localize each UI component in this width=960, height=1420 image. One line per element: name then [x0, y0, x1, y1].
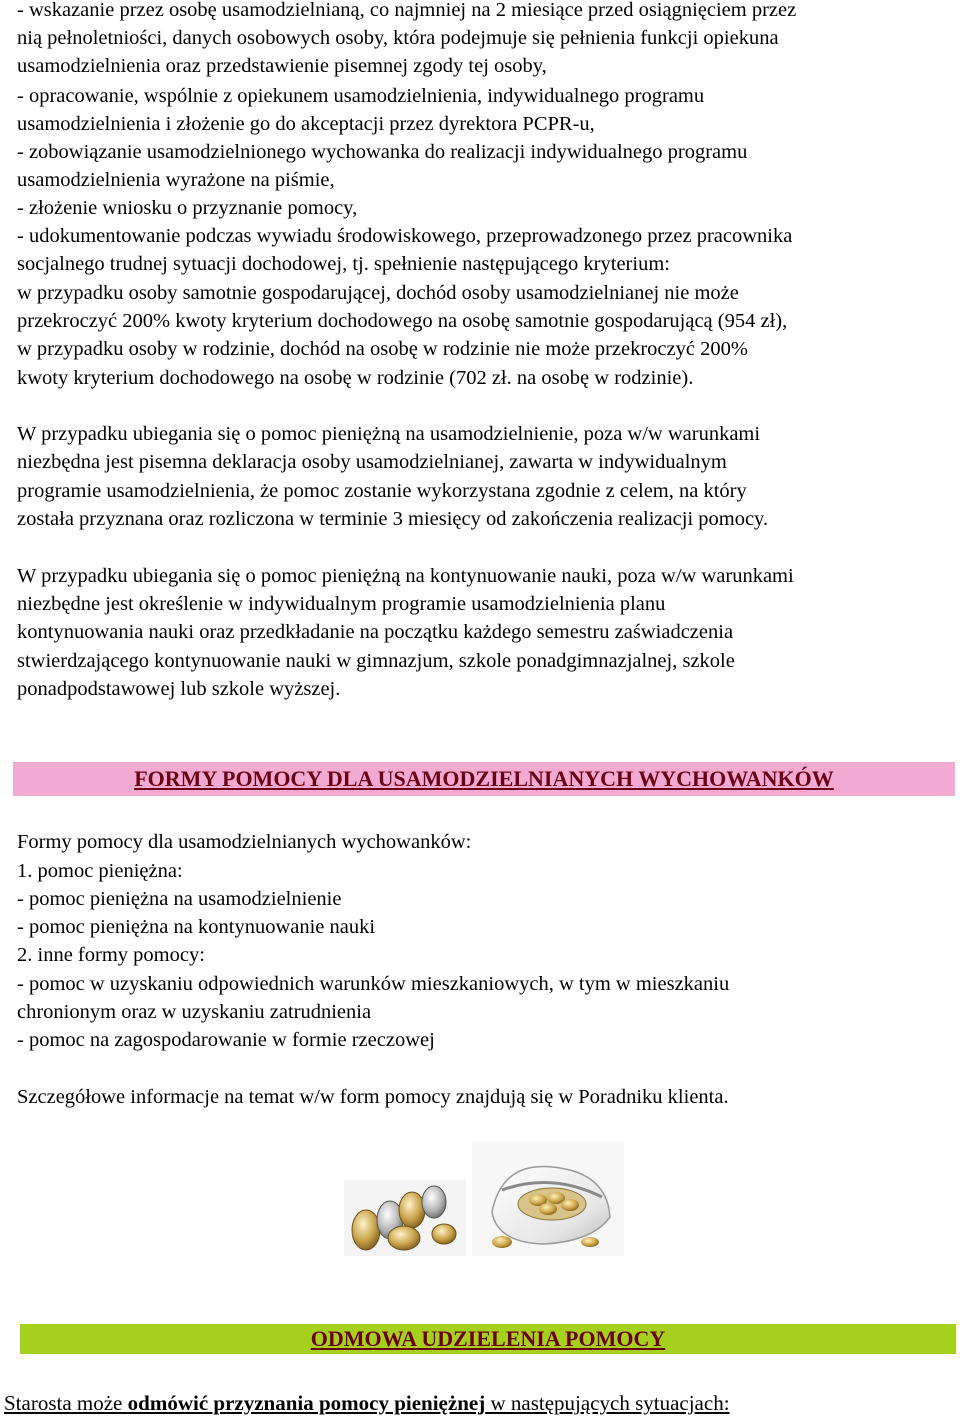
paragraph-line: W przypadku ubiegania się o pomoc pieniężną na kontynuowanie nauki, poza w/w warunkami	[17, 565, 794, 587]
refusal-intro-start: Starosta może	[4, 1391, 128, 1415]
purse-icon	[472, 1142, 624, 1256]
paragraph-line: stwierdzającego kontynuowanie nauki w gimnazjum, szkole ponadgimnazjalnej, szkole	[17, 650, 735, 672]
paragraph-line: kontynuowania nauki oraz przedkładanie na początku każdego semestru zaświadczenia	[17, 621, 734, 643]
conditions-line: w przypadku osoby w rodzinie, dochód na osobę w rodzinie nie może przekroczyć 200%	[17, 338, 748, 360]
conditions-line: usamodzielnienia i złożenie go do akceptacji przez dyrektora PCPR-u,	[17, 113, 595, 135]
coins-photo	[344, 1180, 466, 1256]
forms-line: 1. pomoc pieniężna:	[17, 860, 183, 882]
conditions-line: - zobowiązanie usamodzielnionego wychowanka do realizacji indywidualnego programu	[17, 141, 748, 163]
paragraph-line: ponadpodstawowej lub szkole wyższej.	[17, 678, 341, 700]
conditions-line: przekroczyć 200% kwoty kryterium dochodowego na osobę samotnie gospodarującą (954 zł),	[17, 310, 788, 332]
refusal-intro-emphasis: odmówić przyznania pomocy pieniężnej	[127, 1391, 486, 1415]
conditions-line: - udokumentowanie podczas wywiadu środowiskowego, przeprowadzonego przez pracownika	[17, 225, 793, 247]
conditions-line: kwoty kryterium dochodowego na osobę w rodzinie (702 zł. na osobę w rodzinie).	[17, 367, 694, 389]
conditions-line: w przypadku osoby samotnie gospodarującej, dochód osoby usamodzielnianej nie może	[17, 282, 739, 304]
paragraph-line: programie usamodzielnienia, że pomoc zostanie wykorzystana zgodnie z celem, na który	[17, 480, 747, 502]
paragraph-line: niezbędne jest określenie w indywidualnym programie usamodzielnienia planu	[17, 593, 666, 615]
section-heading-forms: FORMY POMOCY DLA USAMODZIELNIANYCH WYCHOWANKÓW	[13, 762, 955, 796]
conditions-line: socjalnego trudnej sytuacji dochodowej, tj. spełnienie następującego kryterium:	[17, 253, 670, 275]
forms-line: - pomoc na zagospodarowanie w formie rzeczowej	[17, 1029, 435, 1051]
forms-line: - pomoc w uzyskaniu odpowiednich warunków mieszkaniowych, w tym w mieszkaniu	[17, 973, 730, 995]
forms-line: - pomoc pieniężna na kontynuowanie nauki	[17, 916, 376, 938]
forms-line: chronionym oraz w uzyskaniu zatrudnienia	[17, 1001, 372, 1023]
client-guide-note: Szczegółowe informacje na temat w/w form pomocy znajdują się w Poradniku klienta.	[17, 1086, 729, 1108]
conditions-line: usamodzielnienia wyrażone na piśmie,	[17, 169, 335, 191]
section-heading-refusal: ODMOWA UDZIELENIA POMOCY	[20, 1324, 956, 1354]
paragraph-line: W przypadku ubiegania się o pomoc pieniężną na usamodzielnienie, poza w/w warunkami	[17, 423, 761, 445]
conditions-line: - opracowanie, wspólnie z opiekunem usamodzielnienia, indywidualnego programu	[17, 85, 705, 107]
coin-purse-photo	[472, 1142, 624, 1256]
conditions-line: nią pełnoletniości, danych osobowych osoby, która podejmuje się pełnienia funkcji opiekuna	[17, 27, 779, 49]
forms-line: Formy pomocy dla usamodzielnianych wychowanków:	[17, 831, 472, 853]
refusal-intro	[4, 1388, 730, 1418]
forms-line: - pomoc pieniężna na usamodzielnienie	[17, 888, 342, 910]
conditions-line: usamodzielnienia oraz przedstawienie pisemnej zgody tej osoby,	[17, 55, 547, 77]
paragraph-line: została przyznana oraz rozliczona w terminie 3 miesięcy od zakończenia realizacji pomocy.	[17, 508, 769, 530]
conditions-line: - wskazanie przez osobę usamodzielnianą, co najmniej na 2 miesiące przed osiągnięciem przez	[17, 0, 797, 21]
forms-line: 2. inne formy pomocy:	[17, 944, 205, 966]
coins-icon	[344, 1180, 466, 1256]
refusal-intro-end: w następujących sytuacjach:	[485, 1391, 730, 1415]
conditions-line: - złożenie wniosku o przyznanie pomocy,	[17, 197, 358, 219]
paragraph-line: niezbędna jest pisemna deklaracja osoby usamodzielnianej, zawarta w indywidualnym	[17, 451, 727, 473]
